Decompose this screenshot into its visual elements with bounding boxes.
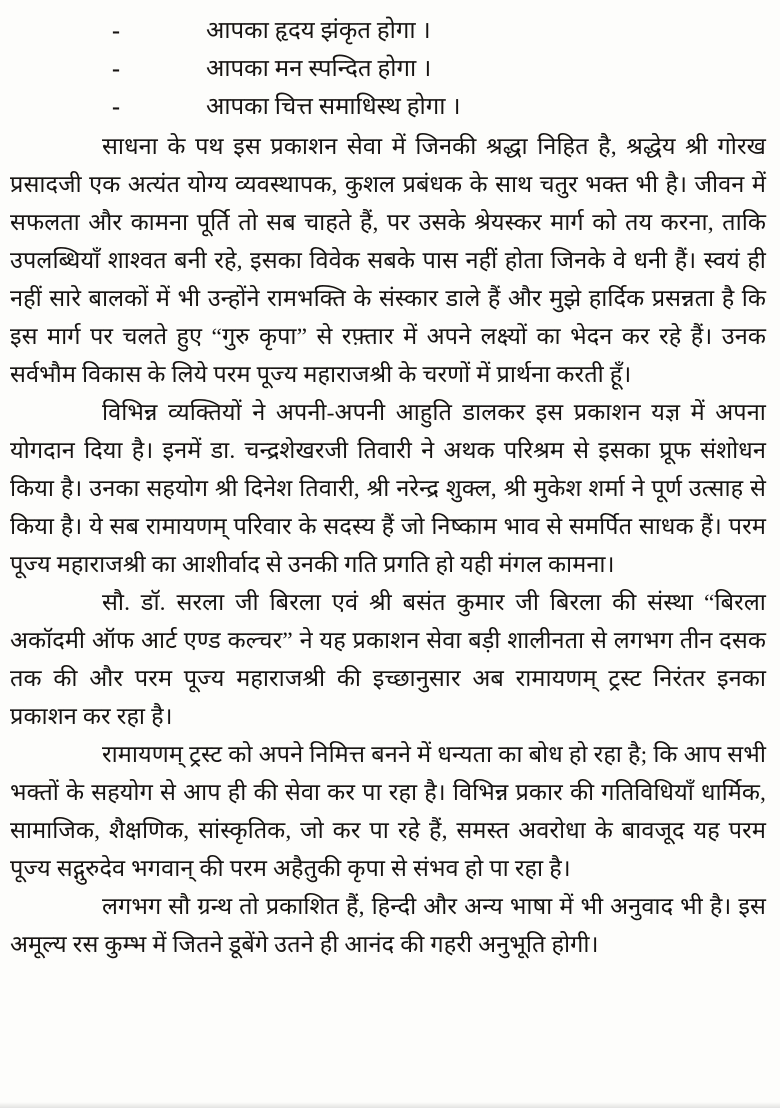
paragraph: लगभग सौ ग्रन्थ तो प्रकाशित हैं, हिन्दी और अन्य भाषा में भी अनुवाद भी है। इस अमूल्य रस कुम्भ में जितने डूबेंगे उतने ही आनंद की गहरी अनुभूति होगी। <box>10 894 766 958</box>
list-item <box>10 12 766 50</box>
bullet-text: आपका चित्त समाधिस्थ होगा । <box>206 94 461 120</box>
bullet-text: आपका हृदय झंकृत होगा । <box>206 18 431 44</box>
paragraph: रामायणम् ट्रस्ट को अपने निमित्त बनने में धन्यता का बोध हो रहा है; कि आप सभी भक्तों के सहयोग से आप ही की सेवा कर पा रहा है। विभिन्न प्रकार की गतिविधियाँ धार्मिक, सामाजिक, शैक्षणिक, सांस्कृतिक, जो कर पा रहे हैं, समस्त अवरोधा के बावजूद यह परम पूज्य सद्गुरुदेव भगवान् की परम अहैतुकी कृपा से संभव हो पा रहा है। <box>10 742 766 882</box>
bullet-dash-marker: - <box>112 94 120 120</box>
list-item <box>10 50 766 88</box>
bullet-text: आपका मन स्पन्दित होगा । <box>206 56 432 82</box>
list-item <box>10 88 766 126</box>
bullet-list <box>10 12 766 126</box>
paragraph: साधना के पथ इस प्रकाशन सेवा में जिनकी श्रद्धा निहित है, श्रद्धेय श्री गोरख प्रसादजी एक अत्यंत योग्य व्यवस्थापक, कुशल प्रबंधक के साथ चतुर भक्त भी है। जीवन में सफलता और कामना पूर्ति तो सब चाहते हैं, पर उसके श्रेयस्कर मार्ग को तय करना, ताकि उपलब्धियाँ शाश्वत बनी रहे, इसका विवेक सबके पास नहीं होता जिनके वे धनी हैं। स्वयं ही नहीं सारे बालकों में भी उन्होंने रामभक्ति के संस्कार डाले हैं और मुझे हार्दिक प्रसन्नता है कि इस मार्ग पर चलते हुए “गुरु कृपा” से रफ़्तार में अपने लक्ष्यों का भेदन कर रहे हैं। उनक सर्वभौम विकास के लिये परम पूज्य महाराजश्री के चरणों में प्रार्थना करती हूँ। <box>10 134 766 388</box>
bullet-dash-marker: - <box>112 56 120 82</box>
paragraph: सौ. डॉ. सरला जी बिरला एवं श्री बसंत कुमार जी बिरला की संस्था “बिरला अकॉदमी ऑफ आर्ट एण्ड कल्चर” ने यह प्रकाशन सेवा बड़ी शालीनता से लगभग तीन दसक तक की और परम पूज्य महाराजश्री की इच्छानुसार अब रामायणम् ट्रस्ट निरंतर इनका प्रकाशन कर रहा है। <box>10 590 766 730</box>
bullet-dash-marker: - <box>112 18 120 44</box>
paragraph: विभिन्न व्यक्तियों ने अपनी-अपनी आहुति डालकर इस प्रकाशन यज्ञ में अपना योगदान दिया है। इनमें डा. चन्द्रशेखरजी तिवारी ने अथक परिश्रम से इसका प्रूफ संशोधन किया है। उनका सहयोग श्री दिनेश तिवारी, श्री नरेन्द्र शुक्ल, श्री मुकेश शर्मा ने पूर्ण उत्साह से किया है। ये सब रामायणम् परिवार के सदस्य हैं जो निष्काम भाव से समर्पित साधक हैं। परम पूज्य महाराजश्री का आशीर्वाद से उनकी गति प्रगति हो यही मंगल कामना। <box>10 400 766 578</box>
